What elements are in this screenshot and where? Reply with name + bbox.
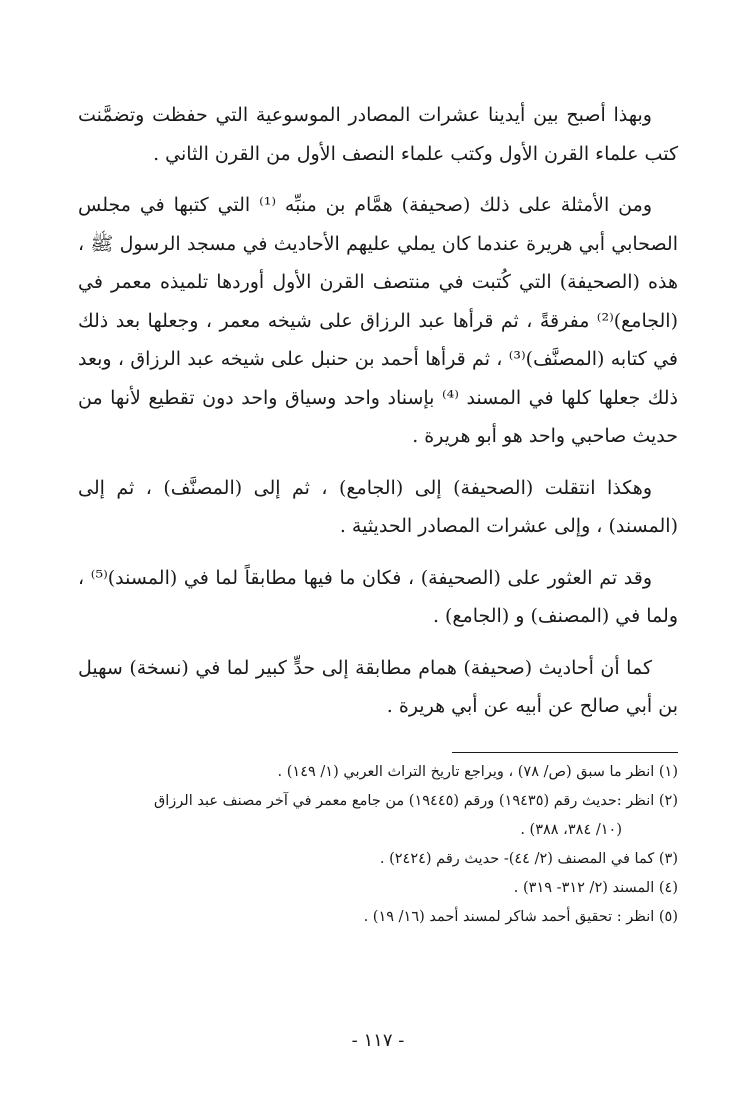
footnote-2: (٢) انظر :حديث رقم (١٩٤٣٥) ورقم (١٩٤٤٥) من جامع معمر في آخر مصنف عبد الرزاق	[154, 793, 678, 809]
main-text	[78, 96, 678, 739]
footnote-2-continuation: (١٠/ ٣٨٤، ٣٨٨) .	[520, 822, 622, 838]
page-number: - ١١٧ -	[351, 1030, 405, 1051]
paragraph-4: وقد تم العثور على (الصحيفة) ، فكان ما فيها مطابقاً لما في (المسند)⁽⁵⁾ ، ولما في (المصنف) و (الجامع) .	[78, 566, 678, 627]
paragraph-5: كما أن أحاديث (صحيفة) همام مطابقة إلى حدٍّ كبير لما في (نسخة) سهيل بن أبي صالح عن أبيه عن أبي هريرة .	[78, 656, 678, 717]
footnote-1: (١) انظر ما سبق (ص/ ٧٨) ، ويراجع تاريخ التراث العربي (١/ ١٤٩) .	[277, 764, 678, 780]
footnote-3: (٣) كما في المصنف (٢/ ٤٤)- حديث رقم (٢٤٢٤) .	[379, 851, 678, 867]
footnote-5: (٥) انظر : تحقيق أحمد شاكر لمسند أحمد (١٦/ ١٩) .	[363, 909, 678, 925]
footnote-4: (٤) المسند (٢/ ٣١٢- ٣١٩) .	[513, 880, 678, 896]
footnotes	[78, 758, 678, 932]
paragraph-2: ومن الأمثلة على ذلك (صحيفة) همَّام بن منبِّه ⁽¹⁾ التي كتبها في مجلس الصحابي أبي هريرة عندما كان يملي عليهم الأحاديث في مسجد الرسول ﷺ ، هذه (الصحيفة) التي كُتبت في منتصف القرن الأول أوردها تلميذه معمر في (الجامع)⁽²⁾ مفرقةً ، ثم قرأها عبد الرزاق على شيخه معمر ، وجعلها بعد ذلك في كتابه (المصنَّف)⁽³⁾ ، ثم قرأها أحمد بن حنبل على شيخه عبد الرزاق ، وبعد ذلك جعلها كلها في المسند ⁽⁴⁾ بإسناد واحد وسياق واحد دون تقطيع لأنها من حديث صاحبي واحد هو أبو هريرة .	[78, 194, 678, 447]
footnote-divider	[452, 752, 678, 753]
paragraph-3: وهكذا انتقلت (الصحيفة) إلى (الجامع) ، ثم إلى (المصنَّف) ، ثم إلى (المسند) ، وإلى عشرات المصادر الحديثية .	[78, 476, 678, 537]
paragraph-1: وبهذا أصبح بين أيدينا عشرات المصادر الموسوعية التي حفظت وتضمَّنت كتب علماء القرن الأول وكتب علماء النصف الأول من القرن الثاني .	[78, 104, 678, 165]
